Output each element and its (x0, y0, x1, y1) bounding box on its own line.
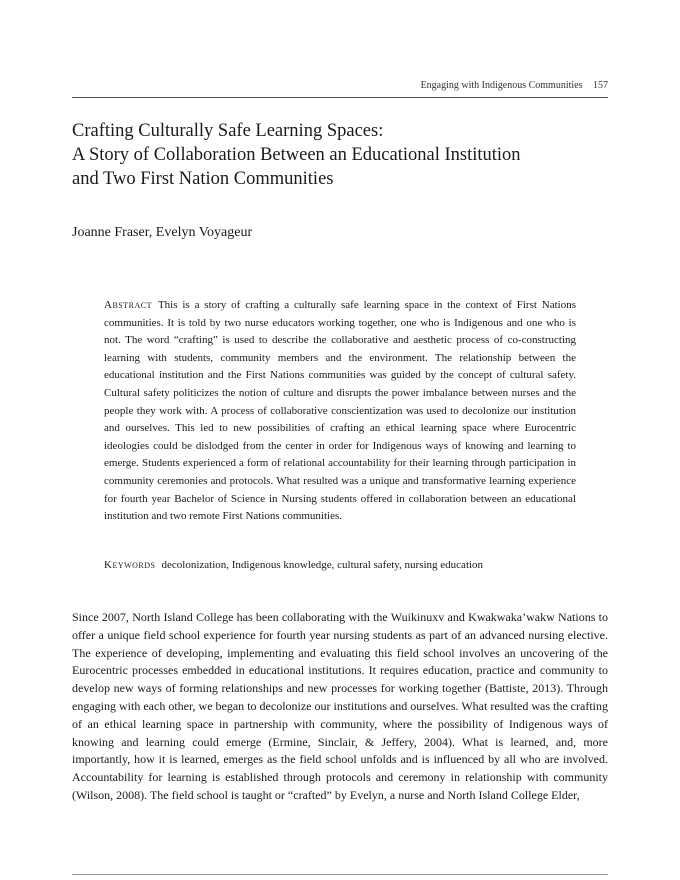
abstract-label: Abstract (104, 299, 152, 311)
title-line-2: A Story of Collaboration Between an Educational Institution (72, 145, 521, 165)
page-number: 157 (593, 80, 608, 91)
body-paragraph: Since 2007, North Island College has been collaborating with the Wuikinuxv and Kwakwaka’wakw Nations to offer a unique field school experience for fourth year nursing students as part of an advanced nursing elective. The experience of developing, implementing and evaluating this field school involves an uncovering of the Eurocentric processes embedded in educational institutions. It requires education, practice and community to develop new ways of forming relationships and new processes for working together (Battiste, 2013). Through engaging with each other, we began to decolonize our institutions and ourselves. What resulted was the crafting of an ethical learning space in partnership with community, where the possibility of Indigenous ways of knowing and learning could emerge (Ermine, Sinclair, & Jeffery, 2004). What is learned, and, more importantly, how it is learned, emerges as the field school unfolds and is influenced by all who are involved. Accountability for learning is established through protocols and ceremony in relationship with community (Wilson, 2008). The field school is taught or “crafted” by Evelyn, a nurse and North Island College Elder, (72, 610, 608, 802)
article-title (72, 119, 608, 191)
header-rule (72, 97, 608, 98)
authors: Joanne Fraser, Evelyn Voyageur (72, 225, 253, 240)
abstract-text: This is a story of crafting a culturally safe learning space in the context of First Nations communities. It is told by two nurse educators working together, one who is Indigenous and one who is not. The word “crafting” is used to describe the collaborative and aesthetic process of co-constructing learning with students, community members and the environment. The relationship between the educational institution and the First Nations communities was guided by the concept of cultural safety. Cultural safety politicizes the notion of culture and disrupts the power imbalance between nurses and the people they work with. A process of collaborative conscientization was used to decolonize our institution and ourselves. This led to new possibilities of crafting an ethical learning space where Eurocentric ideologies could be dislodged from the center in order for Indigenous ways of knowing and learning to emerge. Students experienced a form of relational accountability for their learning through participation in community ceremonies and protocols. What resulted was a unique and transformative learning experience for fourth year Bachelor of Science in Nursing students offered in collaboration between an educational institution and two remote First Nations communities. (104, 299, 576, 523)
running-head-title: Engaging with Indigenous Communities (420, 80, 583, 91)
keywords-label: Keywords (104, 559, 156, 571)
abstract (104, 297, 576, 526)
footer-rule (72, 874, 608, 875)
keywords-text: decolonization, Indigenous knowledge, cultural safety, nursing education (161, 559, 484, 571)
running-head (72, 80, 608, 91)
title-line-3: and Two First Nation Communities (72, 169, 334, 189)
keywords (104, 557, 576, 574)
title-line-1: Crafting Culturally Safe Learning Spaces: (72, 121, 384, 141)
